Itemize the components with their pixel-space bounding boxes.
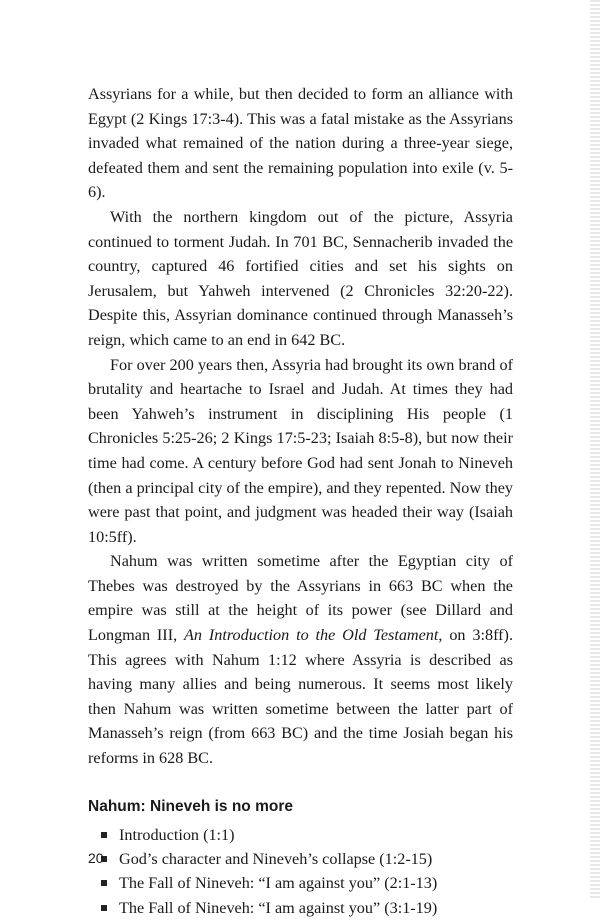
outline-item bbox=[101, 871, 513, 895]
square-bullet-icon bbox=[101, 905, 107, 911]
paragraph-4-text-before: Nahum was written sometime after the Egyptian city of Thebes was destroyed by the Assyrians in 663 BC when the empire was still at the height of its power (see Dillard and Longman III, bbox=[88, 552, 513, 645]
paragraph-3: For over 200 years then, Assyria had brought its own brand of brutality and heartache to Israel and Judah. At times they had been Yahweh’s instrument in disciplining His people (1 Chronicles 5:25-26; 2 Kings 17:5-23; Isaiah 8:5-8), but now their time had come. A century before God had sent Jonah to Nineveh (then a principal city of the empire), and they repented. Now they were past that point, and judgment was headed their way (Isaiah 10:5ff). bbox=[88, 355, 513, 546]
outline-item bbox=[101, 847, 513, 871]
page-body bbox=[88, 82, 513, 920]
paragraph-4 bbox=[88, 549, 513, 770]
page-number: 20 bbox=[88, 850, 104, 866]
square-bullet-icon bbox=[101, 832, 107, 838]
paragraph-1: Assyrians for a while, but then decided to form an alliance with Egypt (2 Kings 17:3-4). This was a fatal mistake as the Assyrians invaded what remained of the nation during a three-year siege, defeated them and sent the remaining population into exile (v. 5-6). bbox=[88, 85, 513, 202]
paragraph-2: With the northern kingdom out of the picture, Assyria continued to torment Judah. In 701 BC, Sennacherib invaded the country, captured 46 fortified cities and set his sights on Jerusalem, but Yahweh intervened (2 Chronicles 32:20-22). Despite this, Assyrian dominance continued through Manasseh’s reign, which came to an end in 642 BC. bbox=[88, 207, 513, 349]
paragraph-4-text-after: , on 3:8ff). This agrees with Nahum 1:12 where Assyria is described as having many allies and being numerous. It seems most likely then Nahum was written sometime between the latter part of Manasseh’s reign (from 663 BC) and the time Josiah began his reforms in 628 BC. bbox=[88, 626, 513, 768]
outline-item-label: The Fall of Nineveh: “I am against you” (3:1-19) bbox=[119, 898, 438, 917]
outline-item bbox=[101, 896, 513, 920]
page-edge bbox=[590, 0, 600, 900]
book-title-italic: An Introduction to the Old Testament bbox=[184, 626, 439, 645]
section-heading: Nahum: Nineveh is no more bbox=[88, 797, 293, 815]
outline-item-label: The Fall of Nineveh: “I am against you” (2:1-13) bbox=[119, 874, 438, 893]
outline-item-label: Introduction (1:1) bbox=[119, 825, 235, 844]
outline-list bbox=[88, 823, 513, 920]
outline-item bbox=[101, 823, 513, 847]
square-bullet-icon bbox=[101, 880, 107, 886]
outline-item-label: God’s character and Nineveh’s collapse (1:2-15) bbox=[119, 849, 433, 868]
